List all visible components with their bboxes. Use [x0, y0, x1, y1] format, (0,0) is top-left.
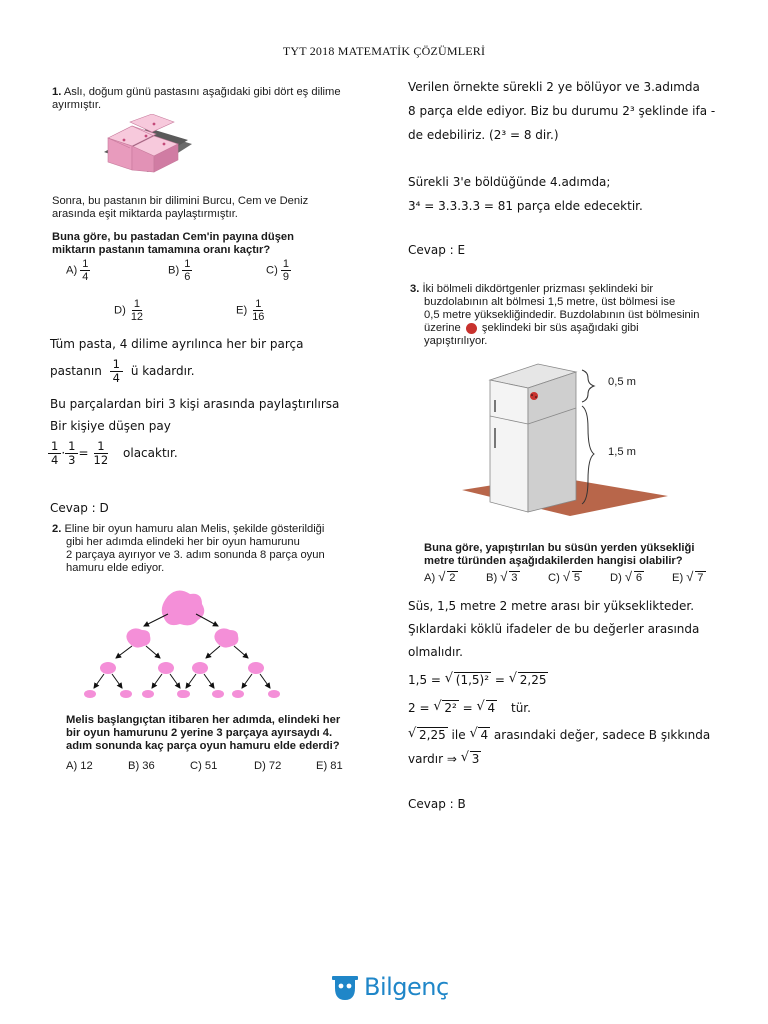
solution-2-line: 8 parça elde ediyor. Biz bu durumu 2³ şeklinde ifa - [408, 104, 716, 118]
owl-head-icon [332, 972, 358, 1002]
option-d: D) 72 [254, 760, 282, 772]
solution-3-equation: 2 = √ 2² = √ 4 tür. [408, 701, 531, 715]
question-text: Aslı, doğum günü pastasını aşağıdaki gibi dört eş dilime [63, 86, 341, 98]
solution-2-line: 3⁴ = 3.3.3.3 = 81 parça elde edecektir. [408, 199, 643, 213]
fridge-illustration [456, 360, 676, 530]
solution-2-line: de edebiliriz. (2³ = 8 dir.) [408, 128, 559, 142]
answer-2: Cevap : E [408, 243, 466, 257]
question-number: 3. [410, 283, 420, 295]
question-text: hamuru elde ediyor. [66, 562, 165, 574]
question-text: İki bölmeli dikdörtgenler prizması şeklindeki bir [422, 283, 654, 295]
option-b: B) √ 3 [486, 572, 520, 585]
question-3-options [424, 572, 724, 588]
dimension-label-top: 0,5 m [608, 376, 636, 388]
ladybug-icon [466, 323, 477, 334]
brand-name: Bilgenç [364, 973, 449, 1001]
question-2-options [66, 760, 376, 774]
question-3-prompt: Buna göre, yapıştırılan bu süsün yerden yüksekliği metre türünden aşağıdakilerden hangisi olabilir? [424, 542, 695, 567]
option-a: A) 12 [66, 760, 93, 772]
solution-2-line: Sürekli 3'e böldüğünde 4.adımda; [408, 175, 611, 189]
question-3 [410, 283, 730, 348]
dimension-label-bottom: 1,5 m [608, 446, 636, 458]
option-d: D) $\frac{1}{12}$ [114, 298, 144, 323]
option-e: E) 81 [316, 760, 343, 772]
option-e: E) $\frac{1}{16}$ [236, 298, 265, 323]
question-prompt: miktarın pastanın tamamına oranı kaçtır? [52, 244, 271, 256]
solution-1-line: Bir kişiye düşen pay [50, 419, 171, 433]
option-b: B) $\frac{1}{6}$ [168, 258, 191, 283]
solution-3-line: olmalıdır. [408, 645, 463, 659]
question-text: ayırmıştır. [52, 99, 102, 111]
answer-1: Cevap : D [50, 501, 109, 515]
option-c: C) √ 5 [548, 572, 582, 585]
question-prompt: Buna göre, bu pastadan Cem'in payına düşen [52, 231, 294, 243]
question-number: 1. [52, 86, 62, 98]
option-d: D) √ 6 [610, 572, 644, 585]
option-b: B) 36 [128, 760, 155, 772]
option-a: A) √ 2 [424, 572, 458, 585]
question-text: arasında eşit miktarda paylaştırmıştır. [52, 208, 238, 220]
question-text: Sonra, bu pastanın bir dilimini Burcu, Cem ve Deniz [52, 195, 309, 207]
solution-3-line: Şıklardaki köklü ifadeler de bu değerler arasında [408, 622, 700, 636]
question-text: yapıştırılıyor. [424, 335, 488, 347]
option-c: C) $\frac{1}{9}$ [266, 258, 289, 283]
solution-3-equation: 1,5 = √ (1,5)² = √ 2,25 [408, 673, 548, 687]
option-a: A) $\frac{1}{4}$ [66, 258, 89, 283]
solution-3-line: vardır ⇒ √ 3 [408, 752, 481, 766]
solution-1-line: Tüm pasta, 4 dilime ayrılınca her bir parça [50, 337, 304, 351]
play-dough-tree [82, 586, 292, 706]
solution-3-line: √ 2,25 ile √ 4 arasındaki değer, sadece B şıkkında [408, 728, 710, 742]
question-text: 0,5 metre yüksekliğindedir. Buzdolabının üst bölmesinin [424, 309, 700, 321]
solution-2-line: Verilen örnekte sürekli 2 ye bölüyor ve 3.adımda [408, 80, 700, 94]
solution-1-line: pastanın $\frac{1}{4}$ ü kadardır. [50, 357, 195, 385]
option-c: C) 51 [190, 760, 218, 772]
question-text: gibi her adımda elindeki her bir oyun hamurunu [66, 536, 300, 548]
page-title: TYT 2018 MATEMATİK ÇÖZÜMLERİ [282, 44, 486, 58]
question-text: buzdolabının alt bölmesi 1,5 metre, üst bölmesi ise [424, 296, 676, 308]
question-1 [52, 86, 372, 112]
question-2-prompt: Melis başlangıçtan itibaren her adımda, elindeki her bir oyun hamurunu 2 yerine 3 parçaya ayırsaydı 4. adım sonunda kaç parça oyun hamuru elde ederdi? [66, 714, 341, 752]
cake-illustration [100, 114, 200, 178]
question-2 [52, 523, 372, 575]
question-text: üzerine şeklindeki bir süs aşağıdaki gibi [424, 322, 639, 334]
question-number: 2. [52, 523, 62, 535]
bilgenc-logo [332, 972, 449, 1002]
option-e: E) √ 7 [672, 572, 706, 585]
question-text: Eline bir oyun hamuru alan Melis, şekilde gösterildiği [64, 523, 325, 535]
question-1-options [66, 258, 366, 338]
solution-3-line: Süs, 1,5 metre 2 metre arası bir yükseklikteder. [408, 599, 695, 613]
question-text: 2 parçaya ayırıyor ve 3. adım sonunda 8 parça oyun [66, 549, 325, 561]
answer-3: Cevap : B [408, 797, 466, 811]
solution-1-equation: $\frac{1}{4}$ · $\frac{1}{3}$ = $\frac{1}{12}$ olacaktır. [48, 440, 178, 467]
solution-1-line: Bu parçalardan biri 3 kişi arasında paylaştırılırsa [50, 397, 340, 411]
question-1-body [52, 195, 372, 257]
